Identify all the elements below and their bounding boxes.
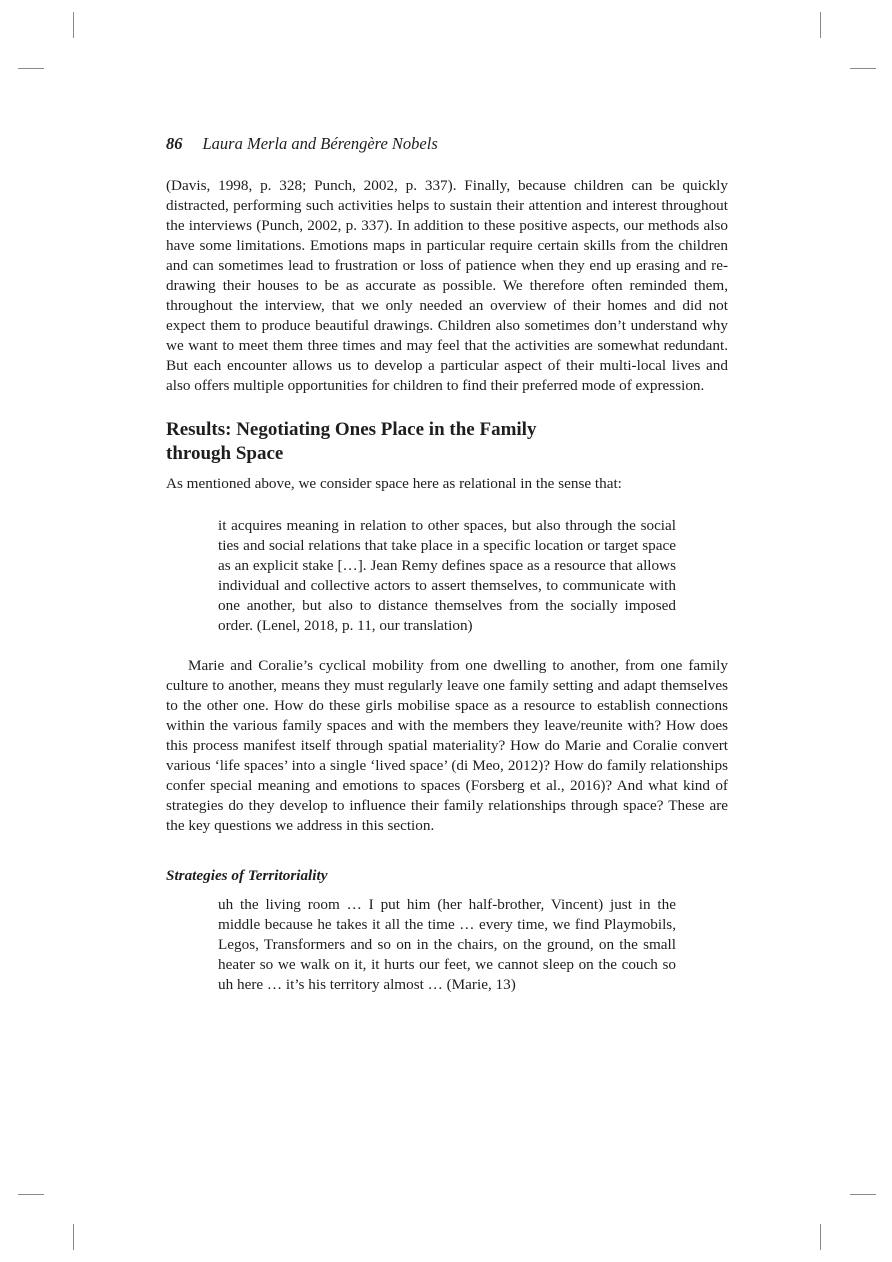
block-quote-lenel bbox=[218, 516, 676, 636]
crop-mark-right-upper bbox=[850, 68, 876, 69]
crop-mark-left-upper bbox=[18, 68, 44, 69]
paragraph-marie-coralie: Marie and Coralie’s cyclical mobility from one dwelling to another, from one family culture to another, means they must regularly leave one family setting and adapt themselves to the other one. How do these girls mobilise space as a resource to establish connections within the various family spaces and with the members they leave/reunite with? How does this process manifest itself through spatial materiality? How do Marie and Coralie convert various ‘life spaces’ into a single ‘lived space’ (di Meo, 2012)? How do family relationships confer special meaning and emotions to spaces (Forsberg et al., 2016)? And what kind of strategies do they develop to influence their family relationships through space? These are the key questions we address in this section. bbox=[166, 657, 728, 834]
crop-mark-top-right bbox=[820, 12, 821, 38]
block-quote-text: it acquires meaning in relation to other spaces, but also through the social ties and social relations that take place in a specific location or target space as an explicit stake […]. Jean Remy defines space as a resource that allows individual and collective actors to assert themselves, to communicate with one another, but also to distance themselves from the socially imposed order. (Lenel, 2018, p. 11, our translation) bbox=[218, 517, 676, 634]
block-quote-marie bbox=[218, 895, 676, 995]
paragraph-continued: (Davis, 1998, p. 328; Punch, 2002, p. 337). Finally, because children can be quickly distracted, performing such activities helps to sustain their attention and interest throughout the interviews (Punch, 2002, p. 337). In addition to these positive aspects, our methods also have some limitations. Emotions maps in particular require certain skills from the children and can sometimes lead to frustration or loss of patience when they end up erasing and re-drawing their houses to be as accurate as possible. We therefore often reminded them, throughout the interview, that we only needed an overview of their homes and did not expect them to produce beautiful drawings. Children also sometimes don’t understand why we want to meet them three times and may feel that the activities are somewhat redundant. But each encounter allows us to develop a particular aspect of their multi-local lives and also offers multiple opportunities for children to find their preferred mode of expression. bbox=[166, 177, 728, 394]
crop-mark-left-lower bbox=[18, 1194, 44, 1195]
crop-mark-top-left bbox=[73, 12, 74, 38]
crop-mark-bottom-left bbox=[73, 1224, 74, 1250]
section-heading: Results: Negotiating Ones Place in the Family through Space bbox=[166, 419, 537, 464]
running-head-authors: Laura Merla and Bérengère Nobels bbox=[202, 134, 438, 153]
intro-line: As mentioned above, we consider space here as relational in the sense that: bbox=[166, 475, 622, 492]
block-quote-text: uh the living room … I put him (her half-brother, Vincent) just in the middle because he takes it all the time … every time, we find Playmobils, Legos, Transformers and so on in the chairs, on the ground, on the small heater so we walk on it, it hurts our feet, we cannot sleep on the couch so uh here … it’s his territory almost … (Marie, 13) bbox=[218, 896, 676, 993]
page-number: 86 bbox=[166, 134, 183, 153]
subsection-heading: Strategies of Territoriality bbox=[166, 867, 328, 884]
crop-mark-bottom-right bbox=[820, 1224, 821, 1250]
page-body bbox=[166, 132, 728, 1015]
running-head bbox=[166, 132, 728, 156]
crop-mark-right-lower bbox=[850, 1194, 876, 1195]
